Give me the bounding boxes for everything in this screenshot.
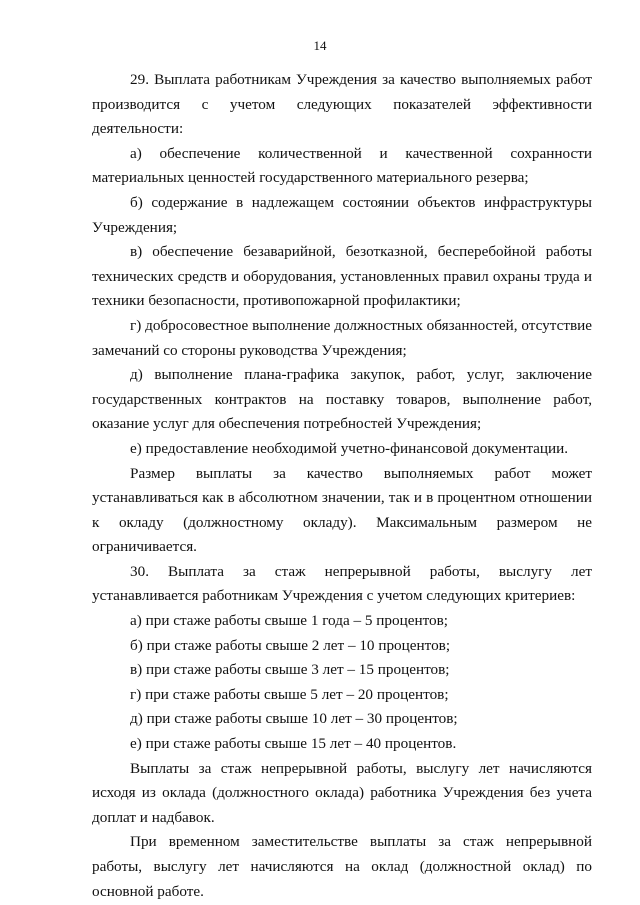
paragraph-30e: е) при стаже работы свыше 15 лет – 40 процентов.	[130, 735, 457, 753]
paragraph-30b: б) при стаже работы свыше 2 лет – 10 процентов;	[130, 636, 451, 654]
document-body	[92, 68, 592, 904]
paragraph-29g: г) добросовестное выполнение должностных обязанностей, отсутствие замечаний со стороны руководства Учреждения;	[92, 316, 592, 359]
paragraph-29b: б) содержание в надлежащем состоянии объектов инфраструктуры Учреждения;	[92, 193, 592, 236]
paragraph-30g: г) при стаже работы свыше 5 лет – 20 процентов;	[130, 685, 449, 703]
paragraph-29e: е) предоставление необходимой учетно-финансовой документации.	[130, 439, 569, 457]
paragraph-30-temporary: При временном заместительстве выплаты за стаж непрерывной работы, выслугу лет начисляются на оклад (должностной оклад) по основной работе.	[92, 833, 592, 900]
paragraph-29d: д) выполнение плана-графика закупок, работ, услуг, заключение государственных контрактов на поставку товаров, выполнение работ, оказание услуг для обеспечения потребностей Учреждения;	[92, 366, 592, 433]
paragraph-30a: а) при стаже работы свыше 1 года – 5 процентов;	[130, 612, 448, 630]
paragraph-30d: д) при стаже работы свыше 10 лет – 30 процентов;	[130, 710, 458, 728]
paragraph-29: 29. Выплата работникам Учреждения за качество выполняемых работ производится с учетом следующих показателей эффективности деятельности:	[92, 71, 592, 138]
page-number: 14	[313, 38, 327, 53]
paragraph-30-basis: Выплаты за стаж непрерывной работы, выслугу лет начисляются исходя из оклада (должностного оклада) работника Учреждения без учета доплат и надбавок.	[92, 759, 592, 826]
paragraph-30: 30. Выплата за стаж непрерывной работы, выслугу лет устанавливается работникам Учреждения с учетом следующих критериев:	[92, 562, 592, 605]
paragraph-29v: в) обеспечение безаварийной, безотказной, бесперебойной работы технических средств и оборудования, установленных правил охраны труда и техники безопасности, противопожарной профилактики;	[92, 243, 592, 310]
paragraph-29a: а) обеспечение количественной и качественной сохранности материальных ценностей государственного материального резерва;	[92, 144, 592, 187]
paragraph-30v: в) при стаже работы свыше 3 лет – 15 процентов;	[130, 661, 450, 679]
paragraph-29-size: Размер выплаты за качество выполняемых работ может устанавливаться как в абсолютном значении, так и в процентном отношении к окладу (должностному окладу). Максимальным размером не ограничивается.	[92, 464, 592, 556]
